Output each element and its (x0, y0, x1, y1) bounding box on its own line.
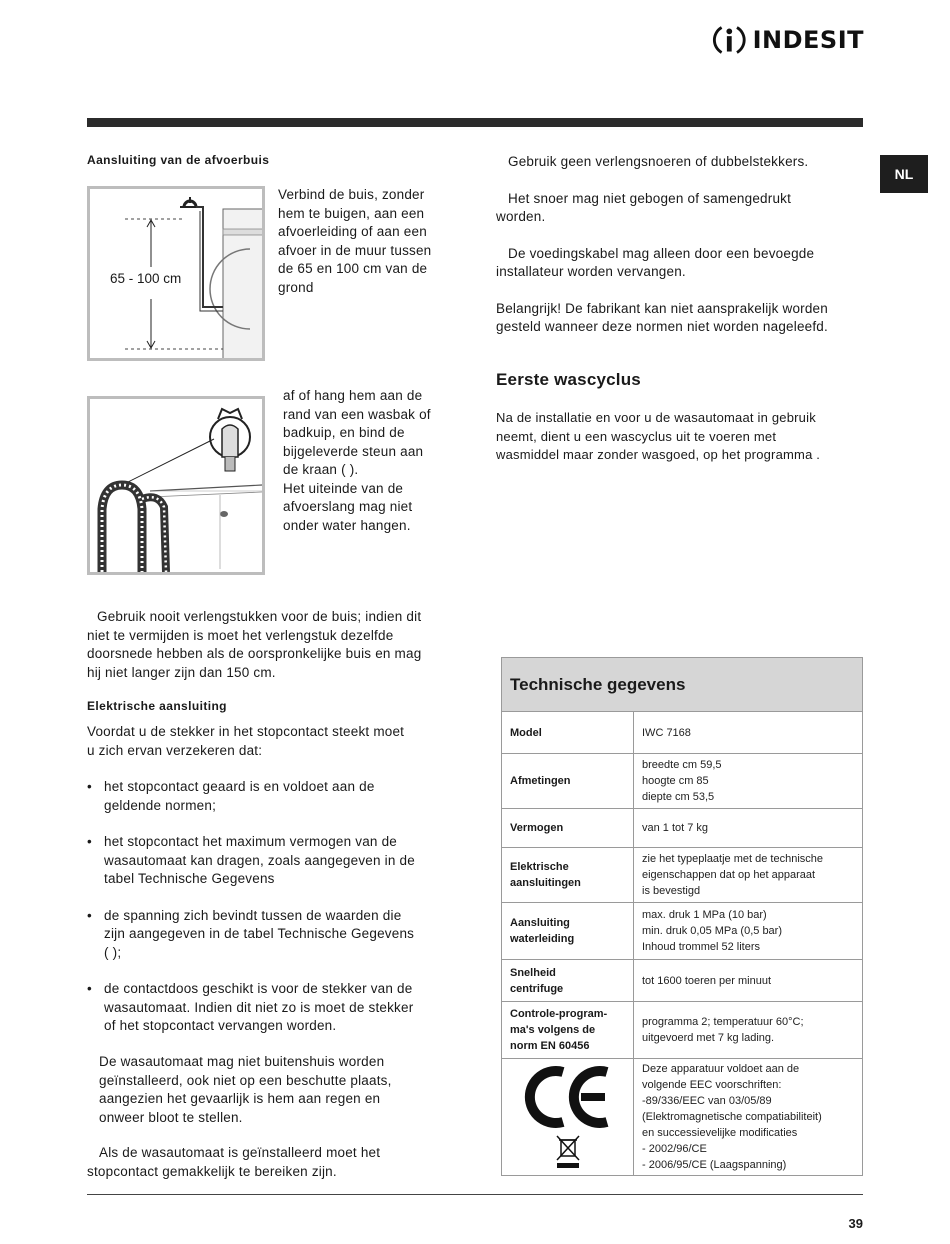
extension-paragraph (87, 608, 467, 682)
table-row (502, 1059, 862, 1175)
intro-line: Voordat u de stekker in het stopcontact steekt moet (87, 724, 405, 739)
bullet-line: wasautomaat. Indien dit niet zo is moet de stekker (104, 999, 414, 1015)
note-line: Belangrijk! De fabrikant kan niet aansprakelijk worden (496, 300, 828, 316)
note-line: Het snoer mag niet gebogen of samengedrukt (508, 190, 792, 206)
ce-mark-text: CE (522, 1064, 524, 1065)
bullet-line: het stopcontact geaard is en voldoet aan de (104, 779, 375, 794)
socket-access-note (87, 1144, 467, 1181)
extension-line: niet te vermijden is moet het verlengstuk dezelfde (87, 627, 394, 643)
note-line: Gebruik geen verlengsnoeren of dubbelstekkers. (508, 154, 809, 169)
row-value (634, 754, 862, 808)
bullet-item (87, 907, 467, 963)
brand-logo (712, 20, 864, 60)
wall-drain-figure (87, 186, 265, 361)
row-value (634, 712, 862, 753)
cycle-line: neemt, dient u een wascyclus uit te voeren met (496, 428, 777, 444)
value-line: Deze apparatuur voldoet aan de (642, 1063, 800, 1075)
value-line: - 2002/96/CE (642, 1143, 707, 1155)
value-line: min. druk 0,05 MPa (0,5 bar) (642, 925, 783, 937)
table-row (502, 712, 862, 754)
extension-line: hij niet langer zijn dan 150 cm. (87, 664, 276, 680)
bullet-line: het stopcontact het maximum vermogen van de (104, 834, 397, 849)
outdoor-line: De wasautomaat mag niet buitenshuis worden (99, 1054, 385, 1069)
table-row (502, 960, 862, 1002)
extension-line: Gebruik nooit verlengstukken voor de buis; indien dit (97, 609, 422, 624)
cycle-line: wasmiddel maar zonder wasgoed, op het programma . (496, 447, 821, 462)
fig2-line: rand van een wasbak of (283, 406, 431, 422)
value-line: hoogte cm 85 (642, 775, 709, 787)
label-line: Elektrische (510, 861, 569, 873)
bullet-line: tabel Technische Gegevens (104, 871, 275, 886)
indesit-i-icon (712, 22, 747, 58)
bullet-dot: • (87, 834, 92, 849)
first-cycle-heading: Eerste wascyclus (496, 370, 641, 389)
fig1-caption (278, 186, 478, 297)
outdoor-line: onweer bloot te stellen. (99, 1109, 243, 1125)
page-number: 39 (848, 1216, 863, 1231)
value-line: Inhoud trommel 52 liters (642, 941, 760, 953)
row-value (634, 809, 862, 847)
note-line: De voedingskabel mag alleen door een bevoegde (508, 245, 815, 261)
row-label (502, 848, 634, 902)
label-line: aansluitingen (510, 877, 581, 889)
table-row (502, 754, 862, 809)
value-line: is bevestigd (642, 885, 701, 897)
footer-rule (87, 1194, 863, 1195)
value-line: diepte cm 53,5 (642, 791, 715, 803)
drain-heading: Aansluiting van de afvoerbuis (87, 153, 270, 167)
bullet-line: of het stopcontact vervangen worden. (104, 1018, 337, 1033)
access-line: stopcontact gemakkelijk te bereiken zijn. (87, 1163, 337, 1179)
sink-hose-illustration (90, 399, 262, 572)
value-line: breedte cm 59,5 (642, 759, 722, 771)
row-value (634, 960, 862, 1001)
table-title: Technische gegevens (502, 658, 862, 712)
fig1-line: Verbind de buis, zonder (278, 187, 425, 202)
note-line: installateur worden vervangen. (496, 264, 686, 279)
row-label (502, 809, 634, 847)
row-value (634, 848, 862, 902)
value-line: uitgevoerd met 7 kg lading. (642, 1032, 775, 1044)
bullet-dot: • (87, 907, 92, 923)
label-line: ma's volgens de (510, 1024, 596, 1036)
row-label (502, 960, 634, 1001)
table-row (502, 1002, 862, 1059)
fig2-caption (283, 387, 483, 535)
compliance-marks (502, 1059, 634, 1175)
label-line: Afmetingen (510, 775, 571, 787)
fig1-line: afvoer in de muur tussen (278, 242, 432, 258)
value-line: volgende EEC voorschriften: (642, 1079, 782, 1091)
label-line: norm EN 60456 (510, 1040, 590, 1052)
bullet-line: de contactdoos geschikt is voor de stekker van de (104, 981, 413, 996)
label-line: centrifuge (510, 982, 564, 995)
fig2-line: de kraan ( ). (283, 462, 359, 477)
value-line: max. druk 1 MPa (10 bar) (642, 909, 767, 921)
bullet-line: geldende normen; (104, 797, 217, 813)
row-value (634, 1002, 862, 1058)
fig2-line: Het uiteinde van de (283, 480, 404, 496)
technical-data-table (501, 657, 863, 1176)
row-label (502, 1002, 634, 1058)
bullet-line: ( ); (104, 944, 122, 960)
outdoor-line: aangezien het gevaarlijk is hem aan regen en (99, 1091, 381, 1106)
table-row (502, 903, 862, 960)
label-line: Aansluiting (510, 917, 570, 929)
fig1-line: grond (278, 279, 314, 295)
fig1-line: afvoerleiding of aan een (278, 224, 427, 239)
note-line: worden. (496, 209, 546, 224)
label-line: Vermogen (510, 822, 564, 834)
row-value (634, 903, 862, 959)
table-row (502, 848, 862, 903)
language-tab: NL (880, 155, 928, 193)
extension-line: doorsnede hebben als de oorspronkelijke buis en mag (87, 646, 422, 661)
row-value (634, 1059, 862, 1175)
bullet-dot: • (87, 981, 92, 996)
fig2-line: bijgeleverde steun aan (283, 443, 424, 459)
outdoor-warning (87, 1053, 467, 1127)
value-line: programma 2; temperatuur 60°C; (642, 1016, 804, 1028)
electrical-heading: Elektrische aansluiting (87, 699, 227, 713)
brand-name: INDESIT (752, 26, 864, 54)
bullet-item (87, 778, 467, 815)
fig2-line: badkuip, en bind de (283, 425, 405, 440)
row-label (502, 712, 634, 753)
label-line: Model (510, 726, 542, 739)
row-label (502, 903, 634, 959)
intro-line: u zich ervan verzekeren dat: (87, 742, 263, 758)
label-line: waterleiding (510, 933, 575, 945)
electrical-intro (87, 723, 467, 760)
value-line: - 2006/95/CE (Laagspanning) (642, 1159, 787, 1171)
access-line: Als de wasautomaat is geïnstalleerd moet het (99, 1145, 381, 1160)
crossed-bin-icon (553, 1134, 583, 1170)
height-range-label: 65 - 100 cm (110, 271, 182, 286)
cycle-line: Na de installatie en voor u de wasautomaat in gebruik (496, 410, 816, 425)
table-row (502, 809, 862, 848)
value-line: van 1 tot 7 kg (642, 822, 709, 834)
value-line: en successievelijke modificaties (642, 1127, 798, 1139)
label-line: Controle-program- (510, 1008, 608, 1020)
electrical-checklist (87, 778, 467, 1054)
bullet-item (87, 980, 467, 1036)
fig2-line: onder water hangen. (283, 517, 411, 533)
safety-notes (496, 153, 866, 337)
bullet-line: wasautomaat kan dragen, zoals aangegeven in de (104, 852, 415, 868)
label-line: Snelheid (510, 966, 556, 979)
value-line: zie het typeplaatje met de technische (642, 853, 824, 865)
fig1-line: de 65 en 100 cm van de (278, 261, 428, 276)
value-line: IWC 7168 (642, 726, 691, 739)
value-line: tot 1600 toeren per minuut (642, 974, 772, 987)
note-line: gesteld wanneer deze normen niet worden nageleefd. (496, 319, 828, 334)
ce-mark-icon (523, 1064, 613, 1130)
bullet-item (87, 833, 467, 889)
fig1-line: hem te buigen, aan een (278, 205, 425, 221)
header-rule (87, 118, 863, 127)
bullet-dot: • (87, 779, 92, 794)
fig2-line: afvoerslang mag niet (283, 499, 413, 514)
bullet-line: de spanning zich bevindt tussen de waarden die (104, 907, 402, 923)
value-line: (Elektromagnetische compatiabiliteit) (642, 1111, 822, 1123)
bullet-line: zijn aangegeven in de tabel Technische Gegevens (104, 926, 415, 941)
first-cycle-text (496, 409, 866, 465)
fig2-line: af of hang hem aan de (283, 388, 423, 403)
row-label (502, 754, 634, 808)
value-line: eigenschappen dat op het apparaat (642, 869, 816, 881)
outdoor-line: geïnstalleerd, ook niet op een beschutte plaats, (99, 1072, 392, 1088)
sink-drain-figure (87, 396, 265, 575)
value-line: -89/336/EEC van 03/05/89 (642, 1095, 772, 1107)
